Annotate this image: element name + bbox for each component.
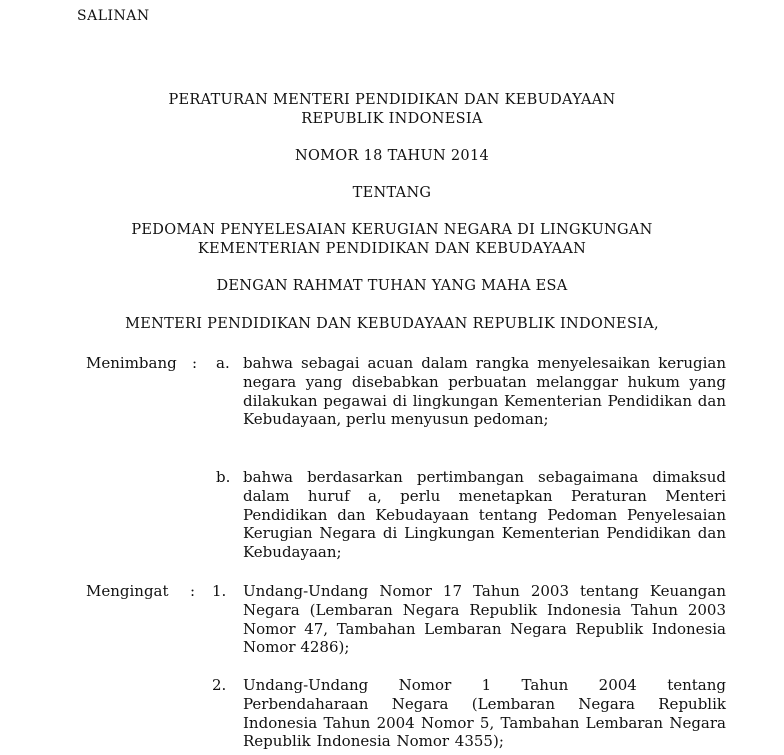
mengingat-item-1-marker: 1.	[212, 582, 227, 600]
menimbang-item-b-text: bahwa berdasarkan pertimbangan sebagaimana dimaksud dalam huruf a, perlu menetapkan Peraturan Menteri Pendidikan dan Kebudayaan tentang Pedoman Penyelesaian Kerugian Negara di Lingkungan Kementerian Pendidikan dan Kebudayaan;	[243, 468, 726, 562]
blessing-line: DENGAN RAHMAT TUHAN YANG MAHA ESA	[216, 278, 568, 294]
mengingat-item-2-text: Undang-Undang Nomor 1 Tahun 2004 tentang Perbendaharaan Negara (Lembaran Negara Republik Indonesia Tahun 2004 Nomor 5, Tambahan Lembaran Negara Republik Indonesia Nomor 4355);	[243, 676, 726, 751]
salinan-stamp: SALINAN	[77, 8, 150, 24]
menimbang-item-b-marker: b.	[216, 468, 231, 486]
subject-line-1: PEDOMAN PENYELESAIAN KERUGIAN NEGARA DI LINGKUNGAN	[131, 222, 653, 238]
mengingat-label: Mengingat	[86, 582, 169, 600]
about-heading: TENTANG	[352, 185, 432, 201]
menimbang-colon: :	[192, 354, 198, 372]
menimbang-item-a-text: bahwa sebagai acuan dalam rangka menyelesaikan kerugian negara yang disebabkan perbuatan melanggar hukum yang dilakukan pegawai di lingkungan Kementerian Pendidikan dan Kebudayaan, perlu menyusun pedoman;	[243, 354, 726, 429]
subject-line-2: KEMENTERIAN PENDIDIKAN DAN KEBUDAYAAN	[197, 241, 587, 257]
mengingat-item-2-marker: 2.	[212, 676, 227, 694]
regulation-title-line-1: PERATURAN MENTERI PENDIDIKAN DAN KEBUDAYAAN	[168, 92, 616, 108]
issuer-line: MENTERI PENDIDIKAN DAN KEBUDAYAAN REPUBLIK INDONESIA,	[125, 316, 659, 332]
regulation-title-line-2: REPUBLIK INDONESIA	[301, 111, 483, 127]
regulation-number: NOMOR 18 TAHUN 2014	[294, 148, 489, 164]
mengingat-colon: :	[190, 582, 196, 600]
menimbang-label: Menimbang	[86, 354, 177, 372]
menimbang-item-a-marker: a.	[216, 354, 230, 372]
mengingat-item-1-text: Undang-Undang Nomor 17 Tahun 2003 tentang Keuangan Negara (Lembaran Negara Republik Indonesia Tahun 2003 Nomor 47, Tambahan Lembaran Negara Republik Indonesia Nomor 4286);	[243, 582, 726, 657]
